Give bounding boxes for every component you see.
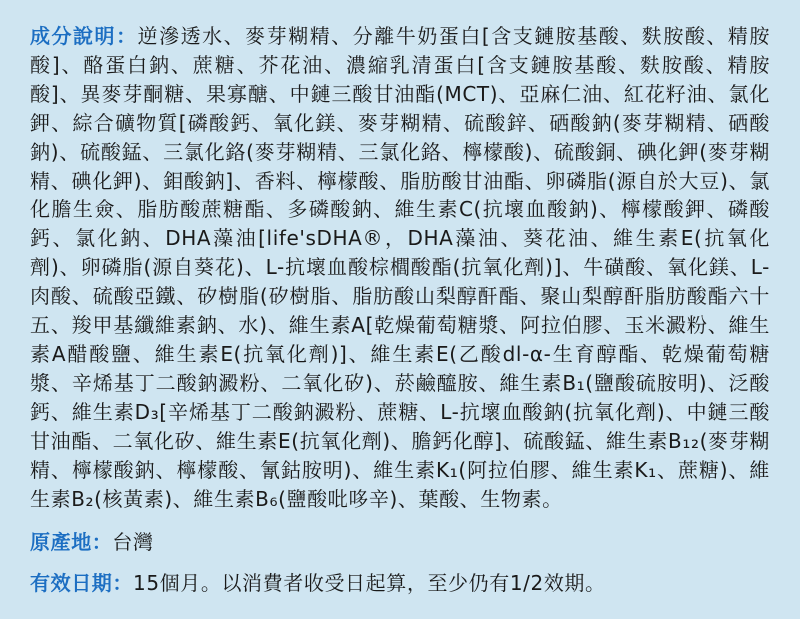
expiry-value: 15個月。以消費者收受日起算，至少仍有1/2效期。: [133, 571, 606, 596]
expiry-section: [30, 568, 770, 598]
origin-label: 原產地：: [30, 530, 113, 555]
expiry-label: 有效日期：: [30, 571, 133, 596]
ingredients-text: 逆滲透水、麥芽糊精、分離牛奶蛋白[含支鏈胺基酸、麩胺酸、精胺酸]、酪蛋白鈉、蔗糖、芥花油、濃縮乳清蛋白[含支鏈胺基酸、麩胺酸、精胺酸]、異麥芽酮糖、果寡醣、中鏈三酸甘油酯(MCT)、亞麻仁油、紅花籽油、氯化鉀、綜合礦物質[磷酸鈣、氧化鎂、麥芽糊精、硫酸鋅、硒酸鈉(麥芽糊精、硒酸鈉)、硫酸錳、三氯化鉻(麥芽糊精、三氯化鉻、檸檬酸)、硫酸銅、碘化鉀(麥芽糊精、碘化鉀)、鉬酸鈉]、香料、檸檬酸、脂肪酸甘油酯、卵磷脂(源自於大豆)、氯化膽生僉、脂肪酸蔗糖酯、多磷酸鈉、維生素C(抗壞血酸鈉)、檸檬酸鉀、磷酸鈣、氯化鈉、DHA藻油[life'sDHA®，DHA藻油、葵花油、維生素E(抗氧化劑)、卵磷脂(源自葵花)、L-抗壞血酸棕櫚酸酯(抗氧化劑)]、牛磺酸、氧化鎂、L-肉酸、硫酸亞鐵、矽樹脂(矽樹脂、脂肪酸山梨醇酐酯、聚山梨醇酐脂肪酸酯六十五、羧甲基纖維素鈉、水)、維生素A[乾燥葡萄糖漿、阿拉伯膠、玉米澱粉、維生素A醋酸鹽、維生素E(抗氧化劑)]、維生素E(乙酸dl-α-生育醇酯、乾燥葡萄糖漿、辛烯基丁二酸鈉澱粉、二氧化矽)、菸鹼醯胺、維生素B₁(鹽酸硫胺明)、泛酸鈣、維生素D₃[辛烯基丁二酸鈉澱粉、蔗糖、L-抗壞血酸鈉(抗氧化劑)、中鏈三酸甘油酯、二氧化矽、維生素E(抗氧化劑)、膽鈣化醇]、硫酸錳、維生素B₁₂(麥芽糊精、檸檬酸鈉、檸檬酸、氰鈷胺明)、維生素K₁(阿拉伯膠、維生素K₁、蔗糖)、維生素B₂(核黃素)、維生素B₆(鹽酸吡哆辛)、葉酸、生物素。: [30, 24, 770, 511]
origin-value: 台灣: [112, 530, 154, 555]
origin-section: [30, 527, 770, 557]
ingredients-section: [30, 22, 770, 513]
ingredients-label: 成分說明：: [30, 24, 138, 48]
